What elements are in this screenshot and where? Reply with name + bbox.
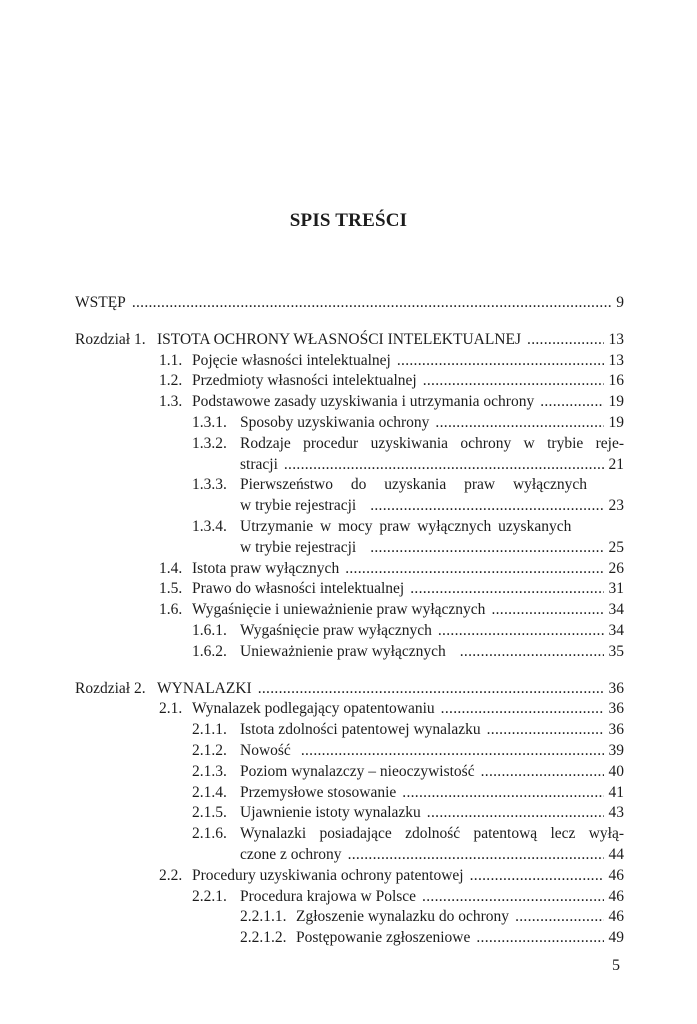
toc-entry-1-2[interactable] xyxy=(75,371,624,392)
toc-entry-number: 2.1.5. xyxy=(192,804,227,822)
toc-entry-title: Prawo do własności intelektualnej xyxy=(192,580,405,598)
toc-entry-number: 2.2.1.2. xyxy=(240,929,287,947)
toc-entry-page: 46 xyxy=(608,887,624,905)
toc-entry-2-2-1-2[interactable] xyxy=(75,928,624,949)
toc-entry-title: Postępowanie zgłoszeniowe xyxy=(296,929,471,947)
toc-entry-title: Rodzaje procedur uzyskiwania ochrony w trybie reje- xyxy=(240,434,624,452)
toc-entry-number: 2.1.1. xyxy=(192,721,227,739)
toc-entry-title: Procedura krajowa w Polsce xyxy=(240,887,417,905)
toc-entry-page: 36 xyxy=(608,721,624,739)
toc-entry-page: 16 xyxy=(608,372,624,390)
toc-entry-number: 2.1.4. xyxy=(192,783,227,801)
toc-entry-number: 2.2.1. xyxy=(192,887,227,905)
toc-entry-1-3-4-cont[interactable] xyxy=(75,538,624,559)
toc-entry-number: 2.2.1.1. xyxy=(240,908,287,926)
toc-entry-1-3-2-cont[interactable] xyxy=(75,455,624,476)
toc-entry-1-4[interactable] xyxy=(75,559,624,580)
toc-entry-title: ISTOTA OCHRONY WŁASNOŚCI INTELEKTUALNEJ xyxy=(157,330,522,348)
toc-entry-number: 2.1.6. xyxy=(192,825,227,843)
toc-entry-1-3-2[interactable] xyxy=(75,434,624,455)
toc-entry-title: WYNALAZKI xyxy=(157,679,252,697)
toc-entry-number: 1.5. xyxy=(159,580,183,598)
toc-entry-page: 23 xyxy=(608,497,624,515)
toc-entry-wstep[interactable] xyxy=(75,293,624,314)
toc-entry-number: 2.1.3. xyxy=(192,762,227,780)
toc-entry-1-3[interactable] xyxy=(75,392,624,413)
dot-leader xyxy=(301,741,604,762)
toc-entry-page: 19 xyxy=(608,413,624,431)
dot-leader xyxy=(540,392,604,413)
toc-entry-page: 34 xyxy=(608,621,624,639)
toc-entry-number: Rozdział 2. xyxy=(75,679,146,697)
toc-entry-page: 46 xyxy=(608,866,624,884)
toc-entry-page: 19 xyxy=(608,393,624,411)
toc-entry-title: Istota praw wyłącznych xyxy=(192,559,340,577)
toc-entry-page: 40 xyxy=(608,762,624,780)
toc-entry-chapter-1[interactable] xyxy=(75,330,624,351)
toc-entry-page: 13 xyxy=(608,351,624,369)
toc-entry-1-1[interactable] xyxy=(75,351,624,372)
toc-entry-1-3-4[interactable] xyxy=(75,517,624,538)
toc-entry-title: Podstawowe zasady uzyskiwania i utrzymania ochrony xyxy=(192,393,535,411)
toc-entry-title: Utrzymanie w mocy praw wyłącznych uzyskanych xyxy=(240,517,572,535)
toc-entry-number: 2.2. xyxy=(159,866,183,884)
toc-entry-1-3-3-cont[interactable] xyxy=(75,496,624,517)
dot-leader xyxy=(284,455,604,476)
toc-entry-2-2[interactable] xyxy=(75,866,624,887)
toc-entry-number: 1.3. xyxy=(159,393,183,411)
toc-entry-1-5[interactable] xyxy=(75,579,624,600)
toc-entry-title: Pojęcie własności intelektualnej xyxy=(192,351,391,369)
toc-entry-title-cont: w trybie rejestracji xyxy=(240,538,357,556)
toc-entry-2-1-4[interactable] xyxy=(75,783,624,804)
toc-entry-2-1-6-cont[interactable] xyxy=(75,845,624,866)
toc-entry-page: 43 xyxy=(608,804,624,822)
toc-entry-title-cont: czone z ochrony xyxy=(240,845,342,863)
toc-entry-page: 39 xyxy=(608,741,624,759)
toc-entry-title: Nowość xyxy=(240,741,291,759)
toc-entry-number: 1.3.3. xyxy=(192,476,227,494)
dot-leader xyxy=(258,679,604,700)
dot-leader xyxy=(427,803,604,824)
toc-entry-1-3-1[interactable] xyxy=(75,413,624,434)
toc-entry-title: Poziom wynalazczy – nieoczywistość xyxy=(240,762,475,780)
dot-leader xyxy=(460,642,604,663)
dot-leader xyxy=(515,907,604,928)
toc-entry-number: 1.1. xyxy=(159,351,183,369)
dot-leader xyxy=(410,579,604,600)
dot-leader xyxy=(397,351,604,372)
toc-entry-title: Ujawnienie istoty wynalazku xyxy=(240,804,421,822)
toc-entry-number: 1.3.1. xyxy=(192,413,227,431)
dot-leader xyxy=(435,413,604,434)
toc-entry-page: 9 xyxy=(616,294,624,311)
dot-leader xyxy=(345,559,604,580)
toc-entry-1-6-1[interactable] xyxy=(75,621,624,642)
toc-entry-title: Wygaśnięcie praw wyłącznych xyxy=(240,621,432,639)
toc-entry-page: 34 xyxy=(608,601,624,619)
toc-entry-number: 2.1. xyxy=(159,700,183,718)
toc-entry-page: 41 xyxy=(608,783,624,801)
toc-entry-number: 1.6. xyxy=(159,601,183,619)
toc-entry-page: 36 xyxy=(608,679,624,697)
dot-leader xyxy=(441,699,604,720)
toc-entry-2-2-1[interactable] xyxy=(75,887,624,908)
dot-leader xyxy=(491,600,604,621)
toc-entry-title: Istota zdolności patentowej wynalazku xyxy=(240,721,481,739)
toc-entry-title: Wynalazek podlegający opatentowaniu xyxy=(192,700,435,718)
dot-leader xyxy=(370,538,604,559)
toc-entry-2-1-6[interactable] xyxy=(75,824,624,845)
dot-leader xyxy=(481,762,604,783)
toc-entry-title-cont: w trybie rejestracji xyxy=(240,497,357,515)
toc-entry-title: Przedmioty własności intelektualnej xyxy=(192,372,417,390)
dot-leader xyxy=(527,330,604,351)
page-title: SPIS TREŚCI xyxy=(289,210,408,231)
dot-leader xyxy=(476,928,604,949)
toc-entry-number: 1.3.2. xyxy=(192,434,227,452)
toc-entry-2-1-5[interactable] xyxy=(75,803,624,824)
toc-entry-number: 1.2. xyxy=(159,372,183,390)
toc-entry-page: 13 xyxy=(608,330,624,348)
toc-entry-1-6-2[interactable] xyxy=(75,642,624,663)
dot-leader xyxy=(422,887,604,908)
toc-entry-title: Wynalazki posiadające zdolność patentową lecz wyłą- xyxy=(240,825,624,843)
toc-entry-title: WSTĘP xyxy=(75,294,126,311)
toc-entry-number: 1.6.2. xyxy=(192,642,227,660)
table-of-contents xyxy=(75,293,624,949)
toc-entry-page: 46 xyxy=(608,908,624,926)
toc-entry-chapter-2[interactable] xyxy=(75,679,624,700)
dot-leader xyxy=(402,783,604,804)
toc-entry-1-6[interactable] xyxy=(75,600,624,621)
toc-entry-number: 2.1.2. xyxy=(192,741,227,759)
dot-leader xyxy=(438,621,604,642)
dot-leader xyxy=(487,720,604,741)
toc-entry-2-1-1[interactable] xyxy=(75,720,624,741)
dot-leader xyxy=(423,371,604,392)
toc-entry-number: 1.3.4. xyxy=(192,517,227,535)
toc-entry-number: 1.6.1. xyxy=(192,621,227,639)
toc-entry-2-2-1-1[interactable] xyxy=(75,907,624,928)
toc-entry-2-1[interactable] xyxy=(75,699,624,720)
toc-entry-number: Rozdział 1. xyxy=(75,330,146,348)
toc-entry-title: Pierwszeństwo do uzyskania praw wyłącznych xyxy=(240,476,587,494)
dot-leader xyxy=(370,496,604,517)
toc-entry-2-1-2[interactable] xyxy=(75,741,624,762)
toc-entry-page: 21 xyxy=(608,455,624,473)
dot-leader xyxy=(132,293,612,314)
toc-entry-number: 1.4. xyxy=(159,559,183,577)
dot-leader xyxy=(470,866,604,887)
toc-entry-2-1-3[interactable] xyxy=(75,762,624,783)
toc-entry-title: Procedury uzyskiwania ochrony patentowej xyxy=(192,866,464,884)
toc-entry-page: 49 xyxy=(608,929,624,947)
dot-leader xyxy=(348,845,604,866)
toc-entry-title: Sposoby uzyskiwania ochrony xyxy=(240,413,430,431)
toc-entry-page: 26 xyxy=(608,559,624,577)
toc-entry-title: Przemysłowe stosowanie xyxy=(240,783,397,801)
toc-entry-title-cont: stracji xyxy=(240,455,278,473)
toc-entry-page: 31 xyxy=(608,580,624,598)
toc-entry-page: 35 xyxy=(608,642,624,660)
toc-entry-title: Zgłoszenie wynalazku do ochrony xyxy=(296,908,510,926)
toc-entry-1-3-3[interactable] xyxy=(75,475,624,496)
page-number: 5 xyxy=(612,957,620,974)
toc-entry-title: Wygaśnięcie i unieważnienie praw wyłącznych xyxy=(192,601,486,619)
toc-entry-title: Unieważnienie praw wyłącznych xyxy=(240,642,446,660)
toc-entry-page: 36 xyxy=(608,700,624,718)
toc-entry-page: 44 xyxy=(608,845,624,863)
toc-entry-page: 25 xyxy=(608,538,624,556)
